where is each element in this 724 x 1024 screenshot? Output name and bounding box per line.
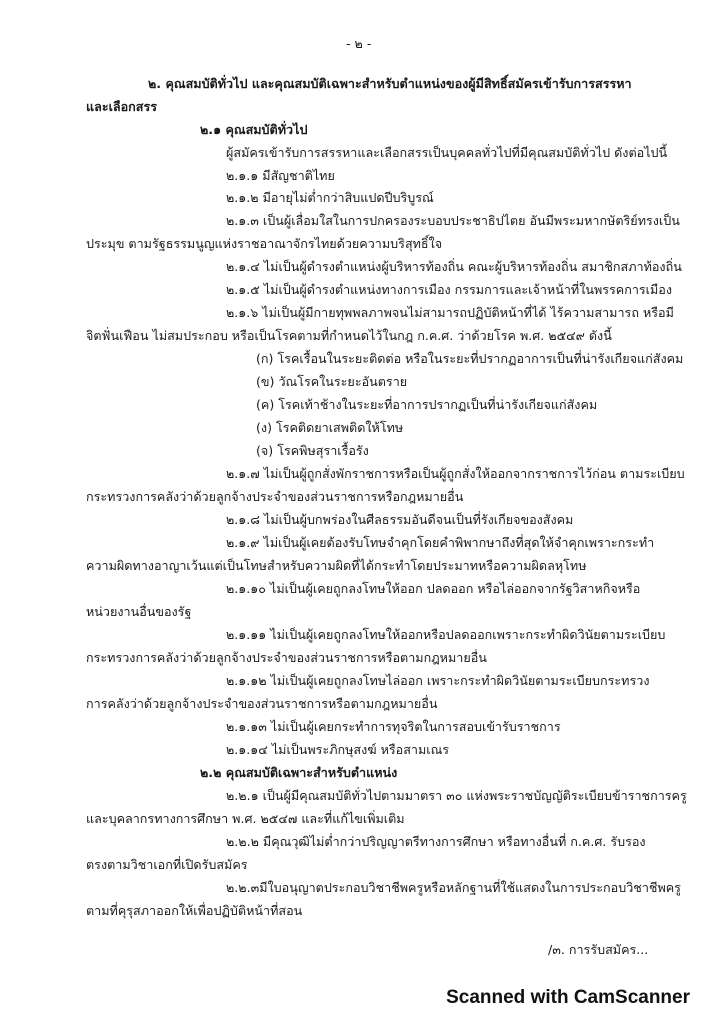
section-2-heading: ๒. คุณสมบัติทั่วไป และคุณสมบัติเฉพาะสำหรับตำแหน่งของผู้มีสิทธิ์สมัครเข้ารับการสรรหา: [148, 76, 632, 91]
page-number: - ๒ -: [346, 36, 372, 51]
item-2-2-2-cont: ตรงตามวิชาเอกที่เปิดรับสมัคร: [86, 857, 248, 872]
item-2-2-1-cont: และบุคลากรทางการศึกษา พ.ศ. ๒๕๔๗ และที่แก้ไขเพิ่มเติม: [86, 811, 405, 826]
item-2-1-12: ๒.๑.๑๒ ไม่เป็นผู้เคยถูกลงโทษไล่ออก เพราะกระทำผิดวินัยตามระเบียบกระทรวง: [226, 673, 650, 688]
item-2-2-1: ๒.๒.๑ เป็นผู้มีคุณสมบัติทั่วไปตามมาตรา ๓๐ แห่งพระราชบัญญัติระเบียบข้าราชการครู: [226, 788, 687, 803]
item-2-2-3-cont: ตามที่คุรุสภาออกให้เพื่อปฏิบัติหน้าที่สอน: [86, 903, 303, 918]
section-2-1-intro: ผู้สมัครเข้ารับการสรรหาและเลือกสรรเป็นบุคคลทั่วไปที่มีคุณสมบัติทั่วไป ดังต่อไปนี้: [226, 145, 668, 160]
scanner-watermark: Scanned with CamScanner: [446, 987, 690, 1008]
item-2-1-12-cont: การคลังว่าด้วยลูกจ้างประจำของส่วนราชการหรือตามกฎหมายอื่น: [86, 696, 438, 711]
item-2-2-2: ๒.๒.๒ มีคุณวุฒิไม่ต่ำกว่าปริญญาตรีทางการศึกษา หรือทางอื่นที่ ก.ค.ศ. รับรอง: [226, 834, 646, 849]
continuation-note: /๓. การรับสมัคร...: [548, 942, 649, 957]
item-2-1-7-cont: กระทรวงการคลังว่าด้วยลูกจ้างประจำของส่วนราชการหรือกฎหมายอื่น: [86, 489, 464, 504]
item-2-1-9-cont: ความผิดทางอาญาเว้นแต่เป็นโทษสำหรับความผิดที่ได้กระทำโดยประมาทหรือความผิดลหุโทษ: [86, 558, 587, 573]
item-2-1-9: ๒.๑.๙ ไม่เป็นผู้เคยต้องรับโทษจำคุกโดยคำพิพากษาถึงที่สุดให้จำคุกเพราะกระทำ: [226, 535, 655, 550]
item-2-1-10-cont: หน่วยงานอื่นของรัฐ: [86, 604, 192, 619]
item-2-1-3: ๒.๑.๓ เป็นผู้เลื่อมใสในการปกครองระบอบประชาธิปไตย อันมีพระมหากษัตริย์ทรงเป็น: [226, 213, 680, 228]
item-2-1-13: ๒.๑.๑๓ ไม่เป็นผู้เคยกระทำการทุจริตในการสอบเข้ารับราชการ: [226, 719, 561, 734]
section-2-heading-cont: และเลือกสรร: [86, 99, 158, 114]
item-2-1-11-cont: กระทรวงการคลังว่าด้วยลูกจ้างประจำของส่วนราชการหรือตามกฎหมายอื่น: [86, 650, 487, 665]
item-2-2-3: ๒.๒.๓มีใบอนุญาตประกอบวิชาชีพครูหรือหลักฐานที่ใช้แสดงในการประกอบวิชาชีพครู: [226, 880, 681, 895]
item-2-1-7: ๒.๑.๗ ไม่เป็นผู้ถูกสั่งพักราชการหรือเป็นผู้ถูกสั่งให้ออกจากราชการไว้ก่อน ตามระเบียบ: [226, 466, 685, 481]
section-2-2-heading: ๒.๒ คุณสมบัติเฉพาะสำหรับตำแหน่ง: [200, 765, 398, 780]
disease-item: (ค) โรคเท้าช้างในระยะที่อาการปรากฏเป็นที่น่ารังเกียจแก่สังคม: [256, 397, 598, 412]
item-2-1-6-cont: จิตฟั่นเฟือน ไม่สมประกอบ หรือเป็นโรคตามที่กำหนดไว้ในกฎ ก.ค.ศ. ว่าด้วยโรค พ.ศ. ๒๕๔๙ ดังนี้: [86, 328, 612, 343]
item-2-1-1: ๒.๑.๑ มีสัญชาติไทย: [226, 168, 335, 183]
disease-item: (ข) วัณโรคในระยะอันตราย: [256, 374, 408, 389]
item-2-1-5: ๒.๑.๕ ไม่เป็นผู้ดำรงตำแหน่งทางการเมือง กรรมการและเจ้าหน้าที่ในพรรคการเมือง: [226, 282, 673, 297]
item-2-1-3-cont: ประมุข ตามรัฐธรรมนูญแห่งราชอาณาจักรไทยด้วยความบริสุทธิ์ใจ: [86, 236, 443, 251]
item-2-1-10: ๒.๑.๑๐ ไม่เป็นผู้เคยถูกลงโทษให้ออก ปลดออก หรือไล่ออกจากรัฐวิสาหกิจหรือ: [226, 581, 641, 596]
disease-item: (ง) โรคติดยาเสพติดให้โทษ: [256, 420, 404, 435]
item-2-1-14: ๒.๑.๑๔ ไม่เป็นพระภิกษุสงฆ์ หรือสามเณร: [226, 742, 450, 757]
item-2-1-6: ๒.๑.๖ ไม่เป็นผู้มีกายทุพพลภาพจนไม่สามารถปฏิบัติหน้าที่ได้ ไร้ความสามารถ หรือมี: [226, 305, 674, 320]
disease-item: (จ) โรคพิษสุราเรื้อรัง: [256, 443, 369, 458]
item-2-1-8: ๒.๑.๘ ไม่เป็นผู้บกพร่องในศีลธรรมอันดีจนเป็นที่รังเกียจของสังคม: [226, 512, 574, 527]
item-2-1-11: ๒.๑.๑๑ ไม่เป็นผู้เคยถูกลงโทษให้ออกหรือปลดออกเพราะกระทำผิดวินัยตามระเบียบ: [226, 627, 666, 642]
item-2-1-2: ๒.๑.๒ มีอายุไม่ต่ำกว่าสิบแปดปีบริบูรณ์: [226, 190, 434, 205]
section-2-1-heading: ๒.๑ คุณสมบัติทั่วไป: [200, 122, 308, 137]
disease-item: (ก) โรคเรื้อนในระยะติดต่อ หรือในระยะที่ปรากฏอาการเป็นที่น่ารังเกียจแก่สังคม: [256, 351, 684, 366]
item-2-1-4: ๒.๑.๔ ไม่เป็นผู้ดำรงตำแหน่งผู้บริหารท้องถิ่น คณะผู้บริหารท้องถิ่น สมาชิกสภาท้องถิ่น: [226, 259, 682, 274]
